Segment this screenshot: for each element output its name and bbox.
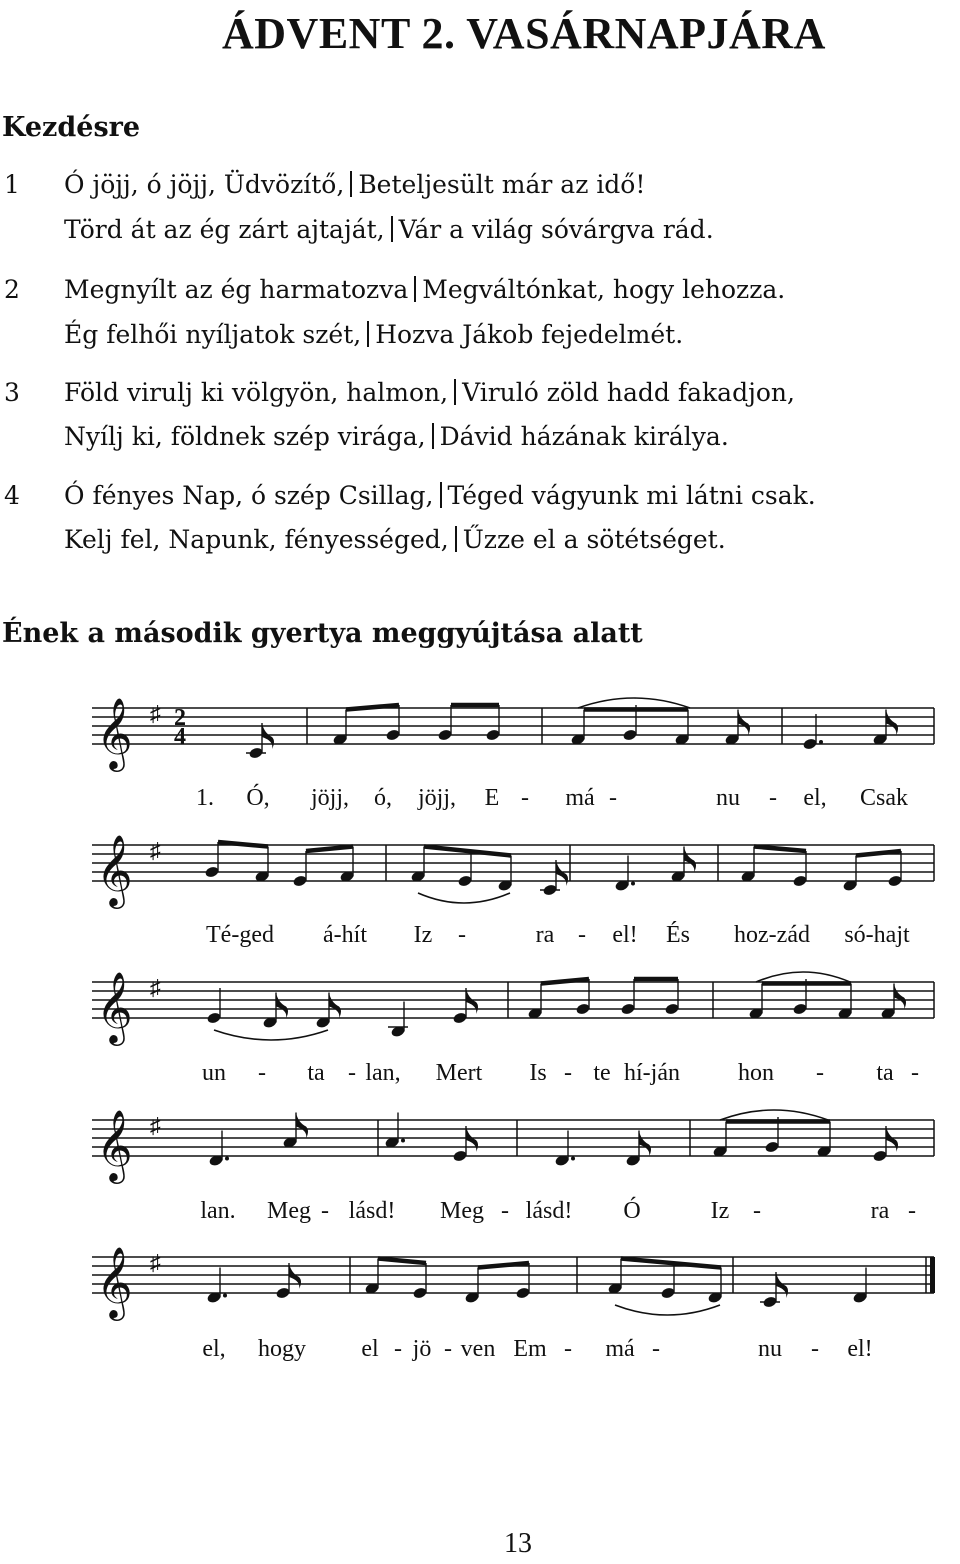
verse-number: 1: [4, 170, 20, 199]
time-signature-top: 2: [174, 705, 186, 731]
lyric-syllable: -: [811, 1336, 819, 1362]
section-heading-kezdesre: Kezdésre: [2, 112, 141, 143]
lyric-syllable: ó,: [374, 785, 392, 811]
note-flag: [289, 1263, 301, 1289]
note-flag: [466, 1126, 478, 1152]
line-divider: [454, 379, 456, 405]
line-divider: [440, 482, 442, 508]
verse-line: Ó fényes Nap, ó szép Csillag, Téged vágyunk mi látni csak.: [64, 481, 816, 510]
lyric-syllable: hoz-zád: [734, 922, 810, 948]
lyric-syllable: hon: [738, 1060, 774, 1086]
lyric-syllable: -: [394, 1336, 402, 1362]
page-title: ÁDVENT 2. VASÁRNAPJÁRA: [222, 9, 826, 58]
lyric-syllable: hí-ján: [624, 1060, 680, 1086]
lyric-syllable: -: [609, 785, 617, 811]
note-flag: [329, 993, 341, 1019]
line-divider: [391, 216, 393, 242]
note-flag: [886, 710, 898, 736]
line-divider: [455, 526, 457, 552]
slur: [615, 1305, 720, 1315]
lyric-syllable: un: [202, 1060, 226, 1086]
lyric-syllable: ra: [870, 1198, 890, 1224]
treble-clef: 𝄞: [96, 837, 133, 905]
lyric-syllable: má: [565, 785, 595, 811]
note-beam: [856, 851, 901, 856]
note-beam: [346, 705, 399, 710]
verse-line: Törd át az ég zárt ajtaját, Vár a világ sóvárgva rád.: [64, 215, 714, 244]
section-heading-enek: Ének a második gyertya meggyújtása alatt: [2, 618, 643, 649]
verse-line: Nyílj ki, földnek szép virága, Dávid házának királya.: [64, 422, 729, 451]
lyric-syllable: Ó,: [246, 785, 270, 811]
note-flag: [296, 1113, 308, 1139]
lyric-syllable: el!: [847, 1336, 873, 1362]
lyric-syllable: má: [605, 1336, 635, 1362]
lyric-syllable: el,: [202, 1336, 226, 1362]
lyric-syllable: hogy: [258, 1336, 306, 1362]
note-beam: [478, 1263, 529, 1268]
sheet-music: [0, 680, 960, 1400]
lyric-syllable: lan,: [365, 1060, 401, 1086]
lyric-syllable: jö: [412, 1336, 432, 1362]
lyric-syllable: Em: [513, 1336, 547, 1362]
treble-clef: 𝄞: [96, 700, 133, 768]
augmentation-dot: [225, 1157, 229, 1161]
note-flag: [262, 723, 274, 749]
lyric-syllable: Ó: [623, 1198, 641, 1224]
note-flag: [684, 847, 696, 873]
lyric-syllable: És: [666, 922, 690, 948]
lyric-syllable: -: [521, 785, 529, 811]
lyric-syllable: Iz: [413, 922, 433, 948]
lyric-syllable: -: [564, 1336, 572, 1362]
lyric-syllable: te: [593, 1060, 611, 1086]
note-flag: [556, 860, 568, 886]
note-flag: [894, 984, 906, 1010]
lyric-syllable: lásd!: [525, 1198, 573, 1224]
treble-clef: 𝄞: [96, 974, 133, 1042]
verse-line: Ó jöjj, ó jöjj, Üdvözítő, Beteljesült már az idő!: [64, 170, 646, 199]
slur: [720, 1110, 828, 1120]
lyric-syllable: -: [258, 1060, 266, 1086]
lyric-syllable: á-hít: [323, 922, 367, 948]
lyric-syllable: -: [321, 1198, 329, 1224]
treble-clef: 𝄞: [96, 1112, 133, 1180]
final-barline-thick: [930, 1257, 935, 1293]
lyric-syllable: 1.: [196, 785, 214, 811]
slur: [578, 698, 690, 708]
note-beam: [306, 847, 353, 852]
key-signature-sharp: ♯: [150, 838, 161, 863]
note-flag: [276, 993, 288, 1019]
lyric-syllable: -: [564, 1060, 572, 1086]
lyric-syllable: -: [908, 1198, 916, 1224]
lyric-syllable: ta: [307, 1060, 325, 1086]
key-signature-sharp: ♯: [150, 975, 161, 1000]
lyric-syllable: ven: [460, 1336, 496, 1362]
key-signature-sharp: ♯: [150, 701, 161, 726]
verse-number: 3: [4, 378, 20, 407]
lyric-syllable: E: [484, 785, 500, 811]
lyric-syllable: Té-ged: [206, 922, 274, 948]
lyric-syllable: Meg: [440, 1198, 484, 1224]
augmentation-dot: [819, 740, 823, 744]
lyric-syllable: Csak: [860, 785, 908, 811]
note-flag: [639, 1131, 651, 1157]
lyric-syllable: Is: [529, 1060, 547, 1086]
note-flag: [886, 1126, 898, 1152]
line-divider: [432, 423, 434, 449]
lyric-syllable: el,: [803, 785, 827, 811]
slur: [756, 972, 850, 982]
verse-line: Ég felhői nyíljatok szét, Hozva Jákob fejedelmét.: [64, 320, 684, 349]
lyric-syllable: -: [348, 1060, 356, 1086]
lyric-syllable: el!: [612, 922, 638, 948]
lyric-syllable: -: [753, 1198, 761, 1224]
lyric-syllable: Iz: [710, 1198, 730, 1224]
lyric-syllable: -: [578, 922, 586, 948]
slur: [214, 1030, 328, 1040]
lyric-syllable: -: [911, 1060, 919, 1086]
lyric-syllable: nu: [716, 785, 740, 811]
lyric-syllable: só-hajt: [844, 922, 910, 948]
line-divider: [367, 321, 369, 347]
note-beam: [218, 842, 268, 847]
verse-number: 2: [4, 275, 20, 304]
lyric-syllable: -: [652, 1336, 660, 1362]
lyric-syllable: el: [361, 1336, 379, 1362]
lyric-syllable: nu: [758, 1336, 782, 1362]
verse-line: Kelj fel, Napunk, fényességed, Űzze el a sötétséget.: [64, 525, 726, 554]
augmentation-dot: [223, 1294, 227, 1298]
line-divider: [414, 276, 416, 302]
lyric-syllable: -: [501, 1198, 509, 1224]
note-beam: [541, 979, 589, 984]
lyric-syllable: -: [769, 785, 777, 811]
lyric-syllable: -: [458, 922, 466, 948]
lyric-syllable: lásd!: [348, 1198, 396, 1224]
lyric-syllable: ta: [876, 1060, 894, 1086]
note-beam: [754, 847, 806, 852]
lyric-syllable: Mert: [435, 1060, 483, 1086]
note-flag: [466, 988, 478, 1014]
lyric-syllable: Meg: [267, 1198, 311, 1224]
augmentation-dot: [571, 1157, 575, 1161]
note-flag: [738, 710, 750, 736]
key-signature-sharp: ♯: [150, 1113, 161, 1138]
lyric-syllable: jöjj,: [417, 785, 457, 811]
verse-number: 4: [4, 481, 20, 510]
lyric-syllable: -: [816, 1060, 824, 1086]
lyric-syllable: jöjj,: [310, 785, 350, 811]
page-number: 13: [504, 1528, 532, 1559]
line-divider: [350, 171, 352, 197]
slur: [418, 893, 510, 903]
note-flag: [776, 1272, 788, 1298]
key-signature-sharp: ♯: [150, 1250, 161, 1275]
lyric-syllable: ra: [535, 922, 555, 948]
verse-line: Megnyílt az ég harmatozva Megváltónkat, hogy lehozza.: [64, 275, 786, 304]
treble-clef: 𝄞: [96, 1249, 133, 1317]
augmentation-dot: [401, 1139, 405, 1143]
time-signature-bottom: 4: [174, 724, 186, 750]
augmentation-dot: [631, 882, 635, 886]
verse-line: Föld virulj ki völgyön, halmon, Viruló zöld hadd fakadjon,: [64, 378, 795, 407]
lyric-syllable: -: [444, 1336, 452, 1362]
note-beam: [378, 1259, 426, 1264]
lyric-syllable: lan.: [200, 1198, 236, 1224]
